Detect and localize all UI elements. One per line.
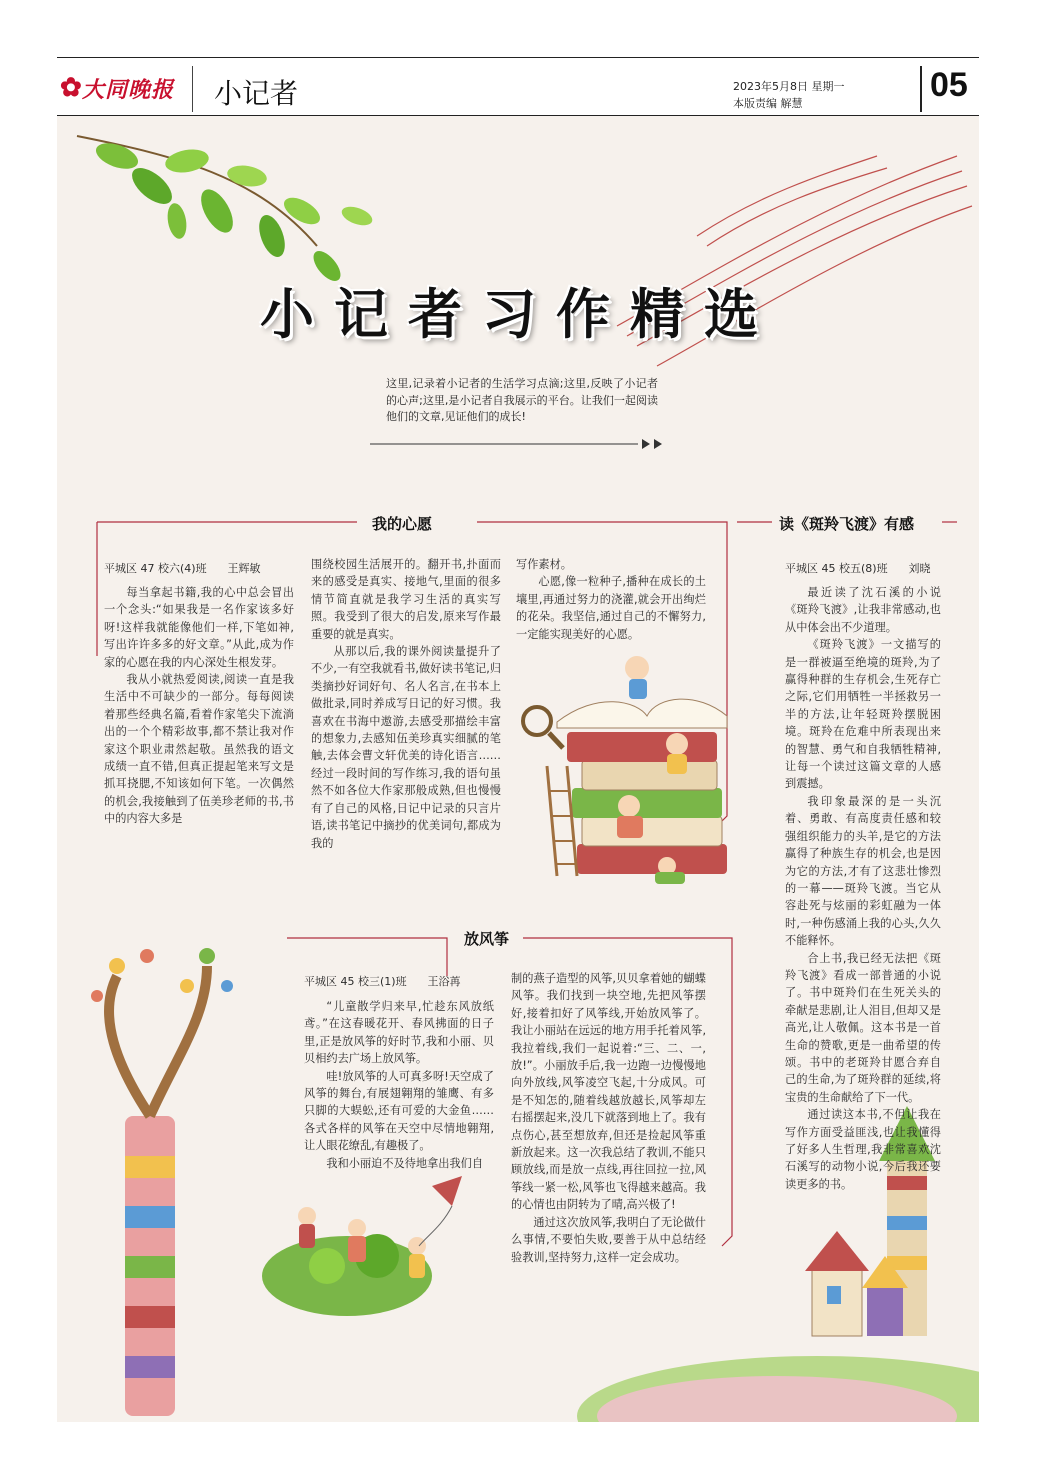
patterned-tree-illustration (91, 948, 233, 1416)
intro-text: 这里,记录着小记者的生活学习点滴;这里,反映了小记者的心声;这里,是小记者自我展示的平台。让我们一起阅读他们的文章,见证他们的成长! (386, 377, 658, 423)
paragraph: 我和小丽迫不及待地拿出我们自 (326, 1156, 484, 1170)
article-wish-col1 (104, 584, 294, 828)
masthead-logo (60, 66, 178, 110)
paragraph: 《斑羚飞渡》一文描写的是一群被逼至绝境的斑羚,为了赢得种群的生存机会,生死存亡之际,它们用牺牲一半拯救另一半的方法,让年轻斑羚摆脱困境。斑羚在危难中所表现出来的智慧、勇气和自我牺牲精神,让每一个读过这篇文章的人感到震撼。 (785, 638, 941, 791)
logo-text: 大同晚报 (82, 76, 175, 103)
logo-flame-icon: ✿ (60, 73, 82, 103)
article-byline-kite: 平城区 45 校三(1)班 王浴苒 (304, 975, 461, 988)
page-editor: 本版责编 解慧 (733, 97, 803, 110)
paragraph: 哇!放风筝的人可真多呀!天空成了风筝的舞台,有展翅翱翔的雏鹰、有多只脚的大蜈蚣,还有可爱的大金鱼……各式各样的风筝在天空中尽情地翱翔,让人眼花缭乱,有趣极了。 (304, 1069, 494, 1153)
reading-kids-illustration (523, 656, 727, 884)
article-wish-col3 (516, 556, 706, 643)
paragraph: 通过读这本书,不但让我在写作方面受益匪浅,也让我懂得了好多人生哲理,我非常喜欢沈石溪写的动物小说,今后我还要读更多的书。 (785, 1108, 941, 1191)
article-byline-review: 平城区 45 校五(8)班 刘晓 (785, 562, 931, 575)
article-title-wish: 我的心愿 (366, 513, 438, 534)
paragraph: 通过这次放风筝,我明白了无论做什么事情,不要怕失败,要善于从中总结经验教训,坚持努力,这样一定会成功。 (511, 1215, 706, 1264)
section-name: 小记者 (214, 77, 299, 110)
paragraph: 写作素材。 (516, 558, 572, 571)
paragraph: 合上书,我已经无法把《斑羚飞渡》看成一部普通的小说了。书中斑羚们在生死关头的牵献是悲剧,让人泪目,但却又是高光,让人敬佩。这本书是一首生命的赞歌,更是一曲希望的传颂。书中的老斑羚甘愿合弃自己的生命,为了斑羚群的延续,将宝贵的生命献给了下一代。 (785, 951, 941, 1104)
intro-arrow-icon (370, 438, 666, 450)
paragraph: 从那以后,我的课外阅读量提升了不少,一有空我就看书,做好读书笔记,归类摘抄好词好句、名人名言,在书本上做批录,同时养成写日记的好习惯。我喜欢在书海中遨游,去感受那描绘丰富的想象力,去感知伍美珍真实细腻的笔触,去体会曹文轩优美的诗化语言……经过一段时间的写作练习,我的语句虽然不如各位大作家那般成熟,但也慢慢有了自己的风格,日记中记录的只言片语,读书笔记中摘抄的优美词句,都成为我的 (311, 645, 501, 850)
article-title-review: 读《斑羚飞渡》有感 (773, 513, 920, 534)
page-title: 小记者习作精选 (260, 283, 778, 346)
paragraph: 心愿,像一粒种子,播种在成长的土壤里,再通过努力的浇灌,就会开出绚烂的花朵。我坚信,通过自己的不懈努力,一定能实现美好的心愿。 (516, 575, 706, 641)
page-number-divider (920, 66, 922, 112)
article-wish-col2 (311, 556, 501, 852)
paragraph: 制的燕子造型的风筝,贝贝拿着她的蝴蝶风筝。我们找到一块空地,先把风筝摆好,接着扣好了风筝线,开始放风筝了。我让小丽站在远远的地方用手托着风筝,我拉着线,我们一起说着:“三、二、一,放!”。小丽放手后,我一边跑一边慢慢地向外放线,风筝凌空飞起,十分成风。可是不知怎的,随着线越放越长,风筝却左右摇摆起来,没几下就落到地上了。我有点伤心,甚至想放弃,但还是捡起风筝重新放起来。这一次我总结了教训,不能只顾放线,而是放一点线,再往回拉一拉,风筝线一紧一松,风筝也飞得越来越高。我的心情也由阴转为了晴,高兴极了! (511, 972, 706, 1212)
page-number: 05 (930, 66, 968, 104)
paragraph: 最近读了沈石溪的小说《斑羚飞渡》,让我非常感动,也从中体会出不少道理。 (785, 586, 941, 634)
paragraph: 我从小就热爱阅读,阅读一直是我生活中不可缺少的一部分。每每阅读着那些经典名篇,看着作家笔尖下流淌出的一个个精彩故事,都不禁让我对作家这个职业肃然起敬。虽然我的语文成绩一直不错,但真正提起笔来写文是抓耳挠腮,不知该如何下笔。一次偶然的机会,我接触到了伍美珍老师的书,书中的内容大多是 (104, 673, 294, 826)
paragraph: 我印象最深的是一头沉着、勇敢、有高度责任感和较强组织能力的头羊,是它的方法赢得了种族生存的机会,也是因为它的方法,才有了这悲壮惨烈的一幕——斑羚飞渡。当它从容赴死与炫丽的彩虹融为一体时,一种伤感涌上我的心头,久久不能释怀。 (785, 794, 941, 948)
article-kite-col2 (511, 970, 706, 1266)
article-title-kite: 放风筝 (458, 928, 515, 949)
article-review-body (785, 584, 941, 1193)
leaves-illustration (77, 136, 375, 286)
paragraph: “儿童散学归来早,忙趁东风放纸鸢。”在这春暖花开、春风拂面的日子里,正是放风筝的好时节,我和小丽、贝贝相约去广场上放风筝。 (304, 1000, 494, 1066)
issue-date: 2023年5月8日 星期一 (733, 80, 845, 93)
header-divider (192, 66, 193, 112)
article-kite-col1 (304, 998, 494, 1172)
paragraph: 围绕校园生活展开的。翻开书,扑面而来的感受是真实、接地气,里面的很多情节简直就是我学习生活的真实写照。我受到了很大的启发,原来写作最重要的就是真实。 (311, 558, 501, 641)
header-top-rule (57, 57, 979, 58)
paragraph: 每当拿起书籍,我的心中总会冒出一个念头:“如果我是一名作家该多好呀!这样我就能像他们一样,下笔如神,写出许许多多的好文章。”从此,成为作家的心愿在我的内心深处生根发芽。 (104, 586, 294, 669)
kite-flying-illustration (262, 1176, 462, 1316)
article-byline-wish: 平城区 47 校六(4)班 王辉敏 (104, 562, 261, 575)
